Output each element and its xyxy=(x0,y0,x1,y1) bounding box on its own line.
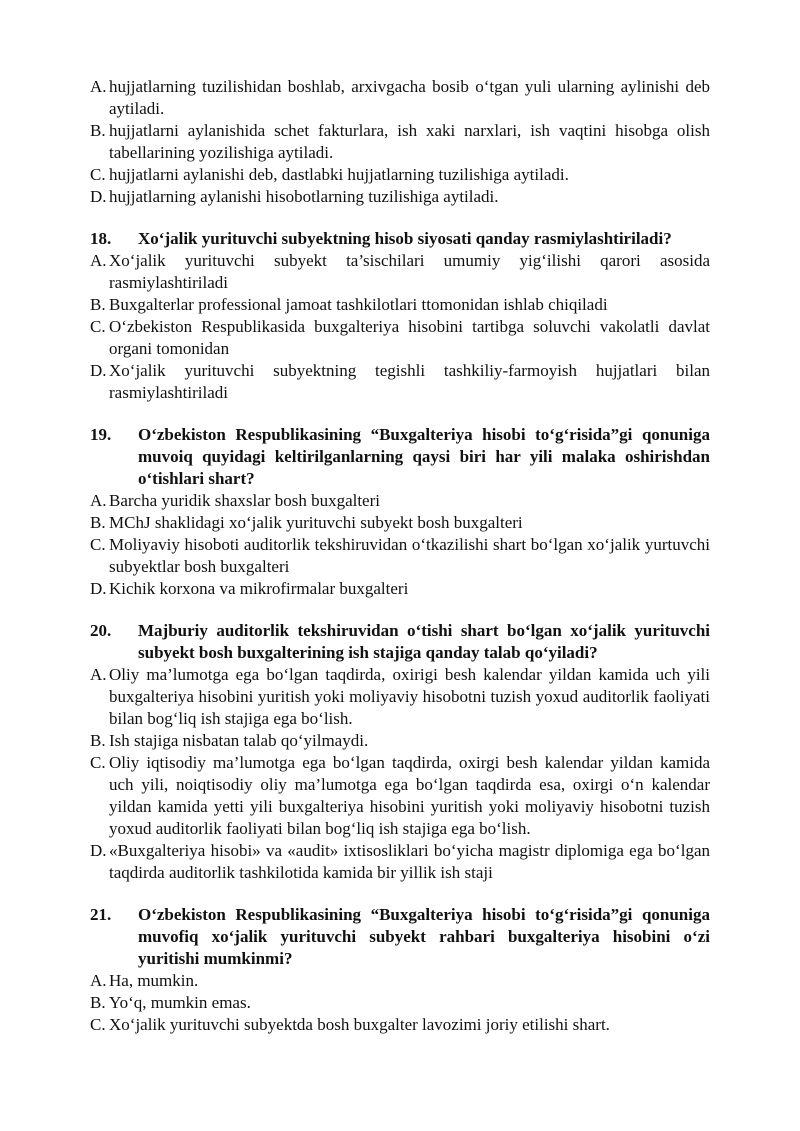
question-number: 18. xyxy=(90,229,112,248)
option-text: Buxgalterlar professional jamoat tashkilotlari ttomonidan ishlab chiqiladi xyxy=(109,295,608,314)
option-c[interactable] xyxy=(90,164,710,186)
option-text: hujjatlarning tuzilishidan boshlab, arxivgacha bosib o‘tgan yuli ularning aylinishi deb aytiladi. xyxy=(109,77,710,118)
option-letter: A. xyxy=(90,77,107,96)
option-b[interactable] xyxy=(90,120,710,164)
option-text: Ha, mumkin. xyxy=(109,971,199,990)
question-number: 19. xyxy=(90,425,112,444)
spacer xyxy=(90,884,710,904)
option-letter: D. xyxy=(90,841,107,860)
question-text: O‘zbekiston Respublikasining “Buxgalteriya hisobi to‘g‘risida”gi qonuniga muvofiq xo‘jalik yurituvchi subyekt rahbari buxgalteriya hisobini o‘zi yuritishi mumkinmi? xyxy=(138,905,710,968)
option-letter: B. xyxy=(90,513,106,532)
option-c[interactable] xyxy=(90,534,710,578)
question-heading xyxy=(90,228,710,250)
option-text: Xo‘jalik yurituvchi subyektning tegishli tashkiliy-farmoyish hujjatlari bilan rasmiylashtiriladi xyxy=(109,361,710,402)
option-text: Ish stajiga nisbatan talab qo‘yilmaydi. xyxy=(109,731,369,750)
option-letter: C. xyxy=(90,753,106,772)
option-text: O‘zbekiston Respublikasida buxgalteriya hisobini tartibga soluvchi vakolatli davlat organi tomonidan xyxy=(109,317,710,358)
option-letter: D. xyxy=(90,579,107,598)
question-21 xyxy=(90,904,710,1036)
option-letter: A. xyxy=(90,971,107,990)
option-text: Oliy iqtisodiy ma’lumotga ega bo‘lgan taqdirda, oxirgi besh kalendar yildan kamida uch yili, noiqtisodiy oliy ma’lumotga ega bo‘lgan taqdirda esa, oxirgi o‘n kalendar yildan kamida yetti yili buxgalteriya hisobini yuritish yoki moliyaviy hisobotni tuzish yoxud auditorlik faoliyati bilan bog‘liq ish stajiga ega bo‘lish. xyxy=(109,753,710,838)
prev-question-options xyxy=(90,76,710,208)
option-b[interactable] xyxy=(90,730,710,752)
option-text: hujjatlarni aylanishi deb, dastlabki hujjatlarning tuzilishiga aytiladi. xyxy=(109,165,569,184)
question-text: Majburiy auditorlik tekshiruvidan o‘tishi shart bo‘lgan xo‘jalik yurituvchi subyekt bosh buxgalterining ish stajiga qanday talab qo‘yiladi? xyxy=(138,621,710,662)
option-b[interactable] xyxy=(90,512,710,534)
question-20 xyxy=(90,620,710,884)
option-letter: C. xyxy=(90,535,106,554)
option-c[interactable] xyxy=(90,752,710,840)
question-number: 21. xyxy=(90,905,112,924)
option-a[interactable] xyxy=(90,250,710,294)
option-c[interactable] xyxy=(90,316,710,360)
option-d[interactable] xyxy=(90,840,710,884)
option-text: hujjatlarning aylanishi hisobotlarning tuzilishiga aytiladi. xyxy=(109,187,499,206)
option-letter: C. xyxy=(90,317,106,336)
question-number: 20. xyxy=(90,621,112,640)
option-letter: B. xyxy=(90,993,106,1012)
option-d[interactable] xyxy=(90,360,710,404)
option-text: MChJ shaklidagi xo‘jalik yurituvchi subyekt bosh buxgalteri xyxy=(109,513,523,532)
question-text: Xo‘jalik yurituvchi subyektning hisob siyosati qanday rasmiylashtiriladi? xyxy=(138,229,672,248)
option-d[interactable] xyxy=(90,186,710,208)
option-letter: D. xyxy=(90,361,107,380)
option-letter: B. xyxy=(90,731,106,750)
option-a[interactable] xyxy=(90,76,710,120)
question-heading xyxy=(90,620,710,664)
option-text: «Buxgalteriya hisobi» va «audit» ixtisosliklari bo‘yicha magistr diplomiga ega bo‘lgan taqdirda auditorlik tashkilotida kamida bir yillik ish staji xyxy=(109,841,710,882)
option-letter: A. xyxy=(90,251,107,270)
question-heading xyxy=(90,904,710,970)
option-text: hujjatlarni aylanishida schet fakturlara, ish xaki narxlari, ish vaqtini hisobga olish tabellarining yozilishiga aytiladi. xyxy=(109,121,710,162)
option-a[interactable] xyxy=(90,490,710,512)
question-text: O‘zbekiston Respublikasining “Buxgalteriya hisobi to‘g‘risida”gi qonuniga muvoiq quyidagi keltirilganlarning qaysi biri har yili malaka oshirishdan o‘tishlari shart? xyxy=(138,425,710,488)
option-letter: A. xyxy=(90,665,107,684)
document-page xyxy=(90,76,710,1036)
option-d[interactable] xyxy=(90,578,710,600)
option-a[interactable] xyxy=(90,970,710,992)
option-a[interactable] xyxy=(90,664,710,730)
option-text: Yo‘q, mumkin emas. xyxy=(109,993,251,1012)
option-text: Barcha yuridik shaxslar bosh buxgalteri xyxy=(109,491,380,510)
question-heading xyxy=(90,424,710,490)
option-letter: C. xyxy=(90,1015,106,1034)
option-text: Kichik korxona va mikrofirmalar buxgalteri xyxy=(109,579,409,598)
option-letter: B. xyxy=(90,121,106,140)
spacer xyxy=(90,600,710,620)
option-c[interactable] xyxy=(90,1014,710,1036)
option-text: Xo‘jalik yurituvchi subyekt ta’sischilari umumiy yig‘ilishi qarori asosida rasmiylashtiriladi xyxy=(109,251,710,292)
option-letter: D. xyxy=(90,187,107,206)
option-b[interactable] xyxy=(90,294,710,316)
question-18 xyxy=(90,228,710,404)
spacer xyxy=(90,208,710,228)
option-letter: C. xyxy=(90,165,106,184)
option-b[interactable] xyxy=(90,992,710,1014)
spacer xyxy=(90,404,710,424)
option-letter: A. xyxy=(90,491,107,510)
option-text: Oliy ma’lumotga ega bo‘lgan taqdirda, oxirigi besh kalendar yildan kamida uch yili buxgalteriya hisobini yuritish yoki moliyaviy hisobotni tuzish yoxud auditorlik faoliyati bilan bog‘liq ish stajiga ega bo‘lish. xyxy=(109,665,710,728)
option-text: Moliyaviy hisoboti auditorlik tekshiruvidan o‘tkazilishi shart bo‘lgan xo‘jalik yurtuvchi subyektlar bosh buxgalteri xyxy=(109,535,710,576)
question-19 xyxy=(90,424,710,600)
option-letter: B. xyxy=(90,295,106,314)
option-text: Xo‘jalik yurituvchi subyektda bosh buxgalter lavozimi joriy etilishi shart. xyxy=(109,1015,610,1034)
